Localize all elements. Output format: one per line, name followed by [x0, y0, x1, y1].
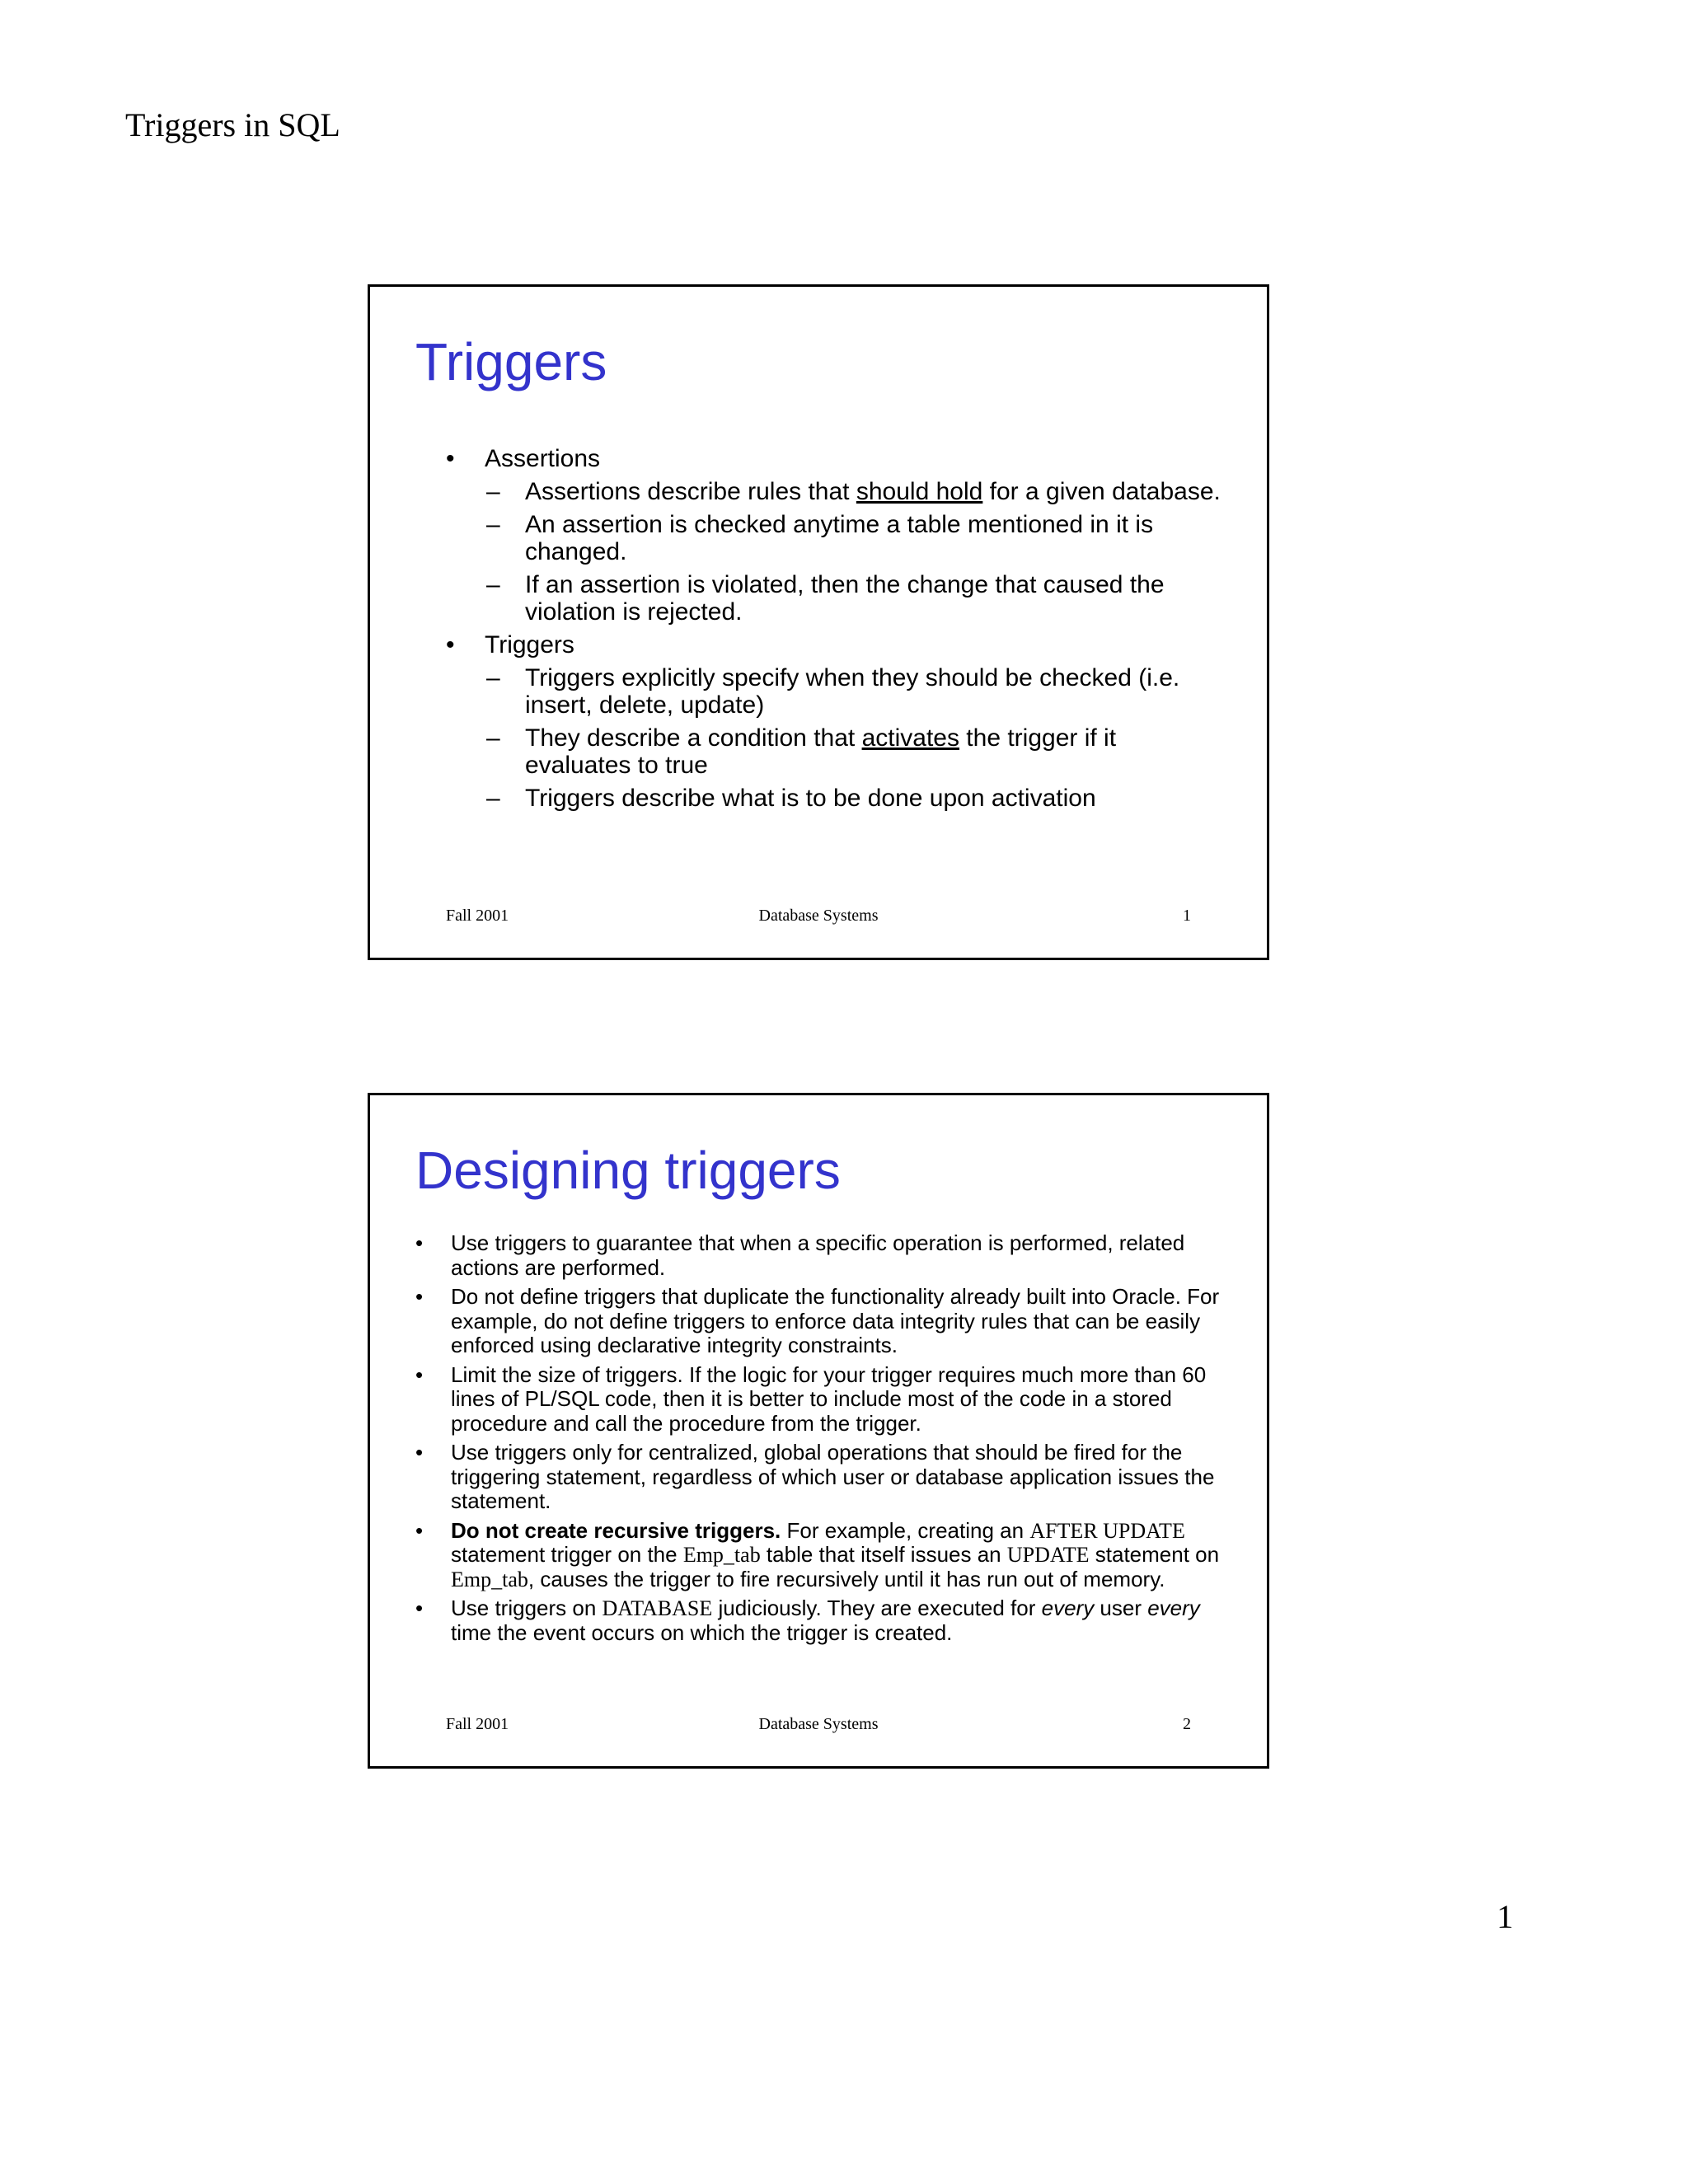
- dash-icon: –: [486, 511, 500, 538]
- text-segment: Do not define triggers that duplicate the functionality already built into Oracle. For example, do not define triggers to enforce data integrity rules that can be easily enforced using declarative integrity constraints.: [451, 1284, 1220, 1357]
- text-segment: Use triggers on: [451, 1596, 603, 1620]
- bullet-icon: •: [415, 1230, 424, 1255]
- bullet-icon: •: [415, 1517, 424, 1543]
- text-segment: the trigger if it evaluates to true: [525, 724, 1117, 779]
- dash-icon: –: [486, 478, 500, 505]
- dash-icon: –: [486, 571, 500, 598]
- list-item-label: Assertions: [485, 445, 601, 472]
- sub-list-item: [446, 571, 1221, 626]
- slide-title: Triggers: [415, 332, 607, 391]
- code-text: UPDATE: [1006, 1543, 1090, 1567]
- bullet-icon: •: [415, 1361, 424, 1387]
- bullet-icon: •: [415, 1284, 424, 1309]
- text-segment: An assertion is checked anytime a table mentioned in it is changed.: [525, 511, 1154, 565]
- bold-text: Do not create recursive triggers.: [451, 1517, 781, 1543]
- slide-footer: [370, 907, 1267, 926]
- code-text: AFTER UPDATE: [1029, 1518, 1185, 1543]
- text-segment: For example, creating an: [781, 1517, 1030, 1543]
- italic-text: every: [1041, 1596, 1095, 1620]
- sub-list-item: [446, 785, 1221, 812]
- slide-1: [368, 284, 1269, 960]
- list-item: [415, 1285, 1231, 1358]
- code-text: Emp_tab: [451, 1567, 528, 1591]
- sub-list-item: [446, 724, 1221, 779]
- text-segment: Triggers describe what is to be done upon activation: [525, 785, 1096, 812]
- text-segment: statement trigger on the: [451, 1542, 683, 1567]
- sub-list-item: [446, 478, 1221, 505]
- sub-list-item: [446, 664, 1221, 719]
- bullet-icon: •: [415, 1440, 424, 1465]
- footer-slide-number: 2: [1183, 1715, 1191, 1733]
- text-segment: user: [1094, 1596, 1148, 1620]
- text-segment: Use triggers only for centralized, global operations that should be fired for the triggering statement, regardless of which user or database application issues the statement.: [451, 1440, 1215, 1513]
- footer-date: Fall 2001: [446, 907, 509, 925]
- list-item: [415, 1441, 1231, 1514]
- bullet-list: [446, 445, 1221, 818]
- dash-icon: –: [486, 664, 500, 691]
- text-segment: table that itself issues an: [760, 1542, 1007, 1567]
- footer-course: Database Systems: [758, 907, 879, 925]
- italic-text: every: [1147, 1596, 1200, 1620]
- code-text: DATABASE: [602, 1596, 713, 1620]
- dash-icon: –: [486, 724, 500, 752]
- footer-slide-number: 1: [1183, 907, 1191, 925]
- text-segment: judiciously. They are executed for: [712, 1596, 1042, 1620]
- list-item: [415, 1231, 1231, 1280]
- footer-course: Database Systems: [758, 1715, 879, 1733]
- list-item: [415, 1519, 1231, 1592]
- page-number: 1: [1497, 1898, 1513, 1935]
- bullet-icon: •: [446, 445, 455, 472]
- list-item: [446, 631, 1221, 658]
- list-item: [446, 445, 1221, 472]
- text-segment: time the event occurs on which the trigger is created.: [451, 1619, 953, 1645]
- bullet-list: [415, 1231, 1231, 1650]
- text-segment: They describe a condition that: [525, 724, 862, 752]
- sub-list-item: [446, 511, 1221, 565]
- text-segment: for a given database.: [982, 478, 1221, 505]
- slide-title: Designing triggers: [415, 1141, 841, 1200]
- text-segment: Use triggers to guarantee that when a specific operation is performed, related actions are performed.: [451, 1230, 1185, 1280]
- slide-2: [368, 1093, 1269, 1769]
- text-segment: If an assertion is violated, then the change that caused the violation is rejected.: [525, 571, 1165, 626]
- text-segment: Triggers explicitly specify when they should be checked (i.e. insert, delete, update): [525, 664, 1180, 719]
- underlined-text: should hold: [856, 478, 983, 505]
- page-header-title: Triggers in SQL: [125, 106, 340, 143]
- text-segment: Limit the size of triggers. If the logic for your trigger requires much more than 60 lines of PL/SQL code, then it is better to include most of the code in a stored procedure and call the procedure from the trigger.: [451, 1361, 1207, 1436]
- footer-date: Fall 2001: [446, 1715, 509, 1733]
- bullet-icon: •: [446, 631, 455, 658]
- text-segment: , causes the trigger to fire recursively until it has run out of memory.: [528, 1566, 1165, 1591]
- list-item: [415, 1363, 1231, 1436]
- text-segment: statement on: [1089, 1542, 1220, 1567]
- list-item: [415, 1596, 1231, 1645]
- underlined-text: activates: [861, 724, 959, 752]
- dash-icon: –: [486, 785, 500, 812]
- code-text: Emp_tab: [682, 1543, 761, 1567]
- slide-footer: [370, 1715, 1267, 1735]
- bullet-icon: •: [415, 1596, 424, 1620]
- list-item-label: Triggers: [485, 631, 574, 658]
- text-segment: Assertions describe rules that: [525, 478, 856, 505]
